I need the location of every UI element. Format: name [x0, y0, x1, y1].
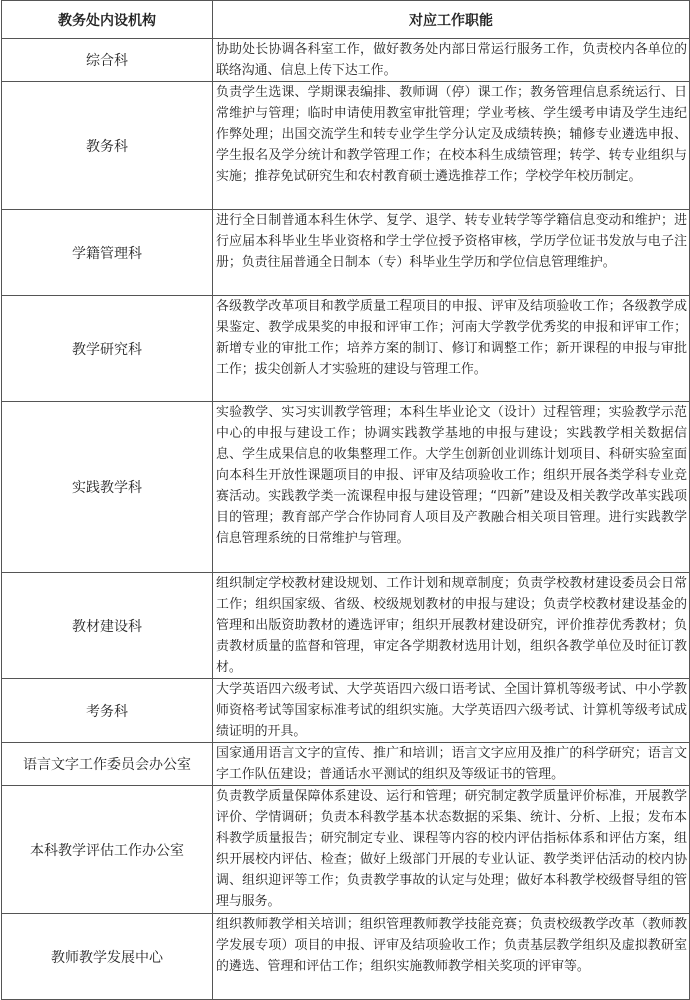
table-row [2, 679, 690, 743]
department-name: 语言文字工作委员会办公室 [2, 743, 213, 786]
header-department: 教务处内设机构 [2, 1, 213, 39]
department-name: 教务科 [2, 82, 213, 210]
table-row [2, 210, 690, 296]
department-name: 本科教学评估工作办公室 [2, 786, 213, 914]
department-name: 考务科 [2, 679, 213, 743]
department-name: 教学研究科 [2, 296, 213, 402]
department-name: 教师教学发展中心 [2, 914, 213, 1000]
department-name: 实践教学科 [2, 402, 213, 573]
department-duty: 国家通用语言文字的宣传、推广和培训；语言文字应用及推广的科学研究；语言文字工作队伍建设；普通话水平测试的组织及等级证书的管理。 [213, 743, 690, 786]
department-name: 学籍管理科 [2, 210, 213, 296]
department-duty: 负责学生选课、学期课表编排、教师调（停）课工作；教务管理信息系统运行、日常维护与管理；临时申请使用教室审批管理；学业考核、学生缓考申请及学生违纪作弊处理；出国交流学生和转专业学生学分认定及成绩转换；辅修专业遴选申报、学生报名及学分统计和教学管理工作；在校本科生成绩管理；转学、转专业组织与实施；推荐免试研究生和农村教育硕士遴选推荐工作；学校学年校历制定。 [213, 82, 690, 210]
department-duty: 协助处长协调各科室工作，做好教务处内部日常运行服务工作，负责校内各单位的联络沟通、信息上传下达工作。 [213, 39, 690, 82]
table-row [2, 573, 690, 679]
table-row [2, 82, 690, 210]
department-duty: 负责教学质量保障体系建设、运行和管理；研究制定教学质量评价标准，开展教学评价、学情调研；负责本科教学基本状态数据的采集、统计、分析、上报；发布本科教学质量报告；研究制定专业、课程等内容的校内评估指标体系和评估方案，组织开展校内评估、检查；做好上级部门开展的专业认证、教学类评估活动的校内协调、组织迎评等工作；负责教学事故的认定与处理；做好本科教学校级督导组的管理与服务。 [213, 786, 690, 914]
table-header-row [2, 1, 690, 39]
table-row [2, 786, 690, 914]
table-row [2, 39, 690, 82]
department-duty: 进行全日制普通本科生休学、复学、退学、转专业转学等学籍信息变动和维护；进行应届本科毕业生毕业资格和学士学位授予资格审核，学历学位证书发放与电子注册；负责往届普通全日制本（专）科毕业生学历和学位信息管理维护。 [213, 210, 690, 296]
department-name: 教材建设科 [2, 573, 213, 679]
department-duty-table [1, 0, 690, 1000]
department-duty: 组织制定学校教材建设规划、工作计划和规章制度；负责学校教材建设委员会日常工作；组织国家级、省级、校级规划教材的申报与建设；负责学校教材建设基金的管理和出版资助教材的遴选评审；组织开展教材建设研究，评价推荐优秀教材；负责教材质量的监督和管理，审定各学期教材选用计划，组织各教学单位及时征订教材。 [213, 573, 690, 679]
table-row [2, 402, 690, 573]
department-name: 综合科 [2, 39, 213, 82]
department-duty: 组织教师教学相关培训；组织管理教师教学技能竞赛；负责校级教学改革（教师教学发展专项）项目的申报、评审及结项验收工作；负责基层教学组织及虚拟教研室的遴选、管理和评估工作；组织实施教师教学相关奖项的评审等。 [213, 914, 690, 1000]
department-duty: 大学英语四六级考试、大学英语四六级口语考试、全国计算机等级考试、中小学教师资格考试等国家标准考试的组织实施。大学英语四六级考试、计算机等级考试成绩证明的开具。 [213, 679, 690, 743]
header-duties: 对应工作职能 [213, 1, 690, 39]
department-duty: 实验教学、实习实训教学管理；本科生毕业论文（设计）过程管理；实验教学示范中心的申报与建设工作；协调实践教学基地的申报与建设；实践教学相关数据信息、学生成果信息的收集整理工作。大学生创新创业训练计划项目、科研实验室面向本科生开放性课题项目的申报、评审及结项验收工作；组织开展各类学科专业竞赛活动。实践教学类一流课程申报与建设管理；“四新”建设及相关教学改革实践项目的管理；教育部产学合作协同育人项目及产教融合相关项目管理。进行实践教学信息管理系统的日常维护与管理。 [213, 402, 690, 573]
table-row [2, 914, 690, 1000]
table-row [2, 296, 690, 402]
table-row [2, 743, 690, 786]
department-duty: 各级教学改革项目和教学质量工程项目的申报、评审及结项验收工作；各级教学成果鉴定、教学成果奖的申报和评审工作；河南大学教学优秀奖的申报和评审工作；新增专业的审批工作；培养方案的制订、修订和调整工作；新开课程的申报与审批工作；拔尖创新人才实验班的建设与管理工作。 [213, 296, 690, 402]
